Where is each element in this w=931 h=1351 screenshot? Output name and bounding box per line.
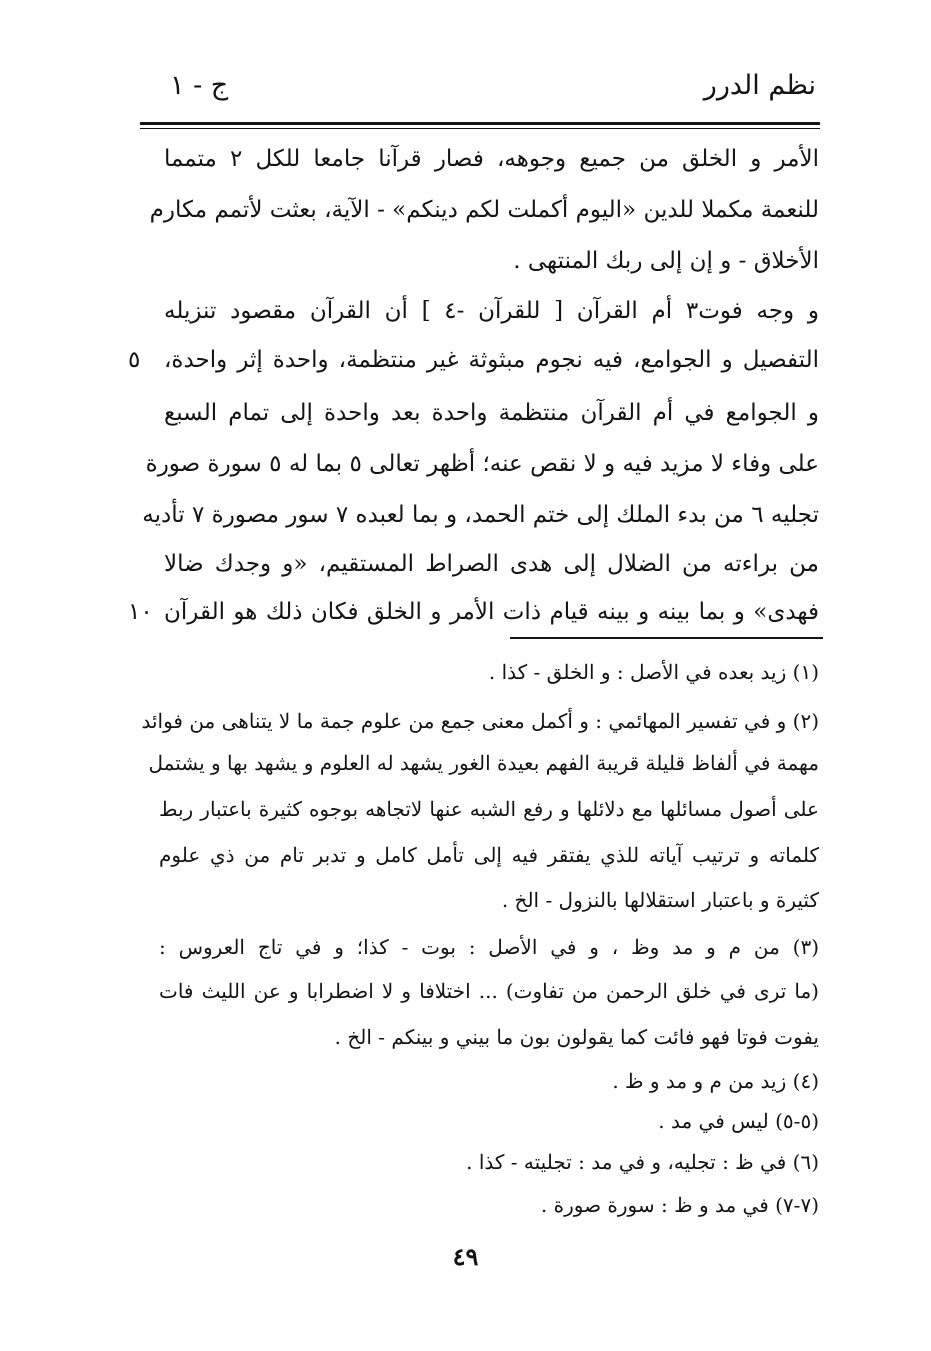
running-header-book-title: نظم الدرر <box>703 70 816 101</box>
footnote-6: (٦) في ظ : تجليه، و في مد : تجليته - كذا . <box>466 1150 819 1174</box>
page-number: ٤٩ <box>452 1242 479 1271</box>
footnote-2-line-5: كثيرة و باعتبار استقلالها بالنزول - الخ . <box>501 888 819 912</box>
footnote-separator <box>510 637 823 639</box>
main-text-line-7: على وفاء لا مزيد فيه و لا نقص عنه؛ أظهر تعالى ٥ بما له ٥ سورة صورة <box>145 451 819 477</box>
header-rule-thin <box>140 128 820 129</box>
header-rule-thick <box>140 122 820 125</box>
footnote-2-line-4: كلماته و ترتيب آياته للذي يفتقر فيه إلى تأمل كامل و تدبر تام من ذي علوم <box>159 843 819 867</box>
margin-line-number-10: ١٠ <box>128 599 153 625</box>
footnote-2-line-3: على أصول مسائلها مع دلائلها و رفع الشبه عنها لاتجاهه بوجوه كثيرة باعتبار ربط <box>159 797 819 821</box>
footnote-2-line-1: (٢) و في تفسير المهائمي : و أكمل معنى جمع من علوم جمة ما لا يتناهى من فوائد <box>141 709 819 733</box>
main-text-line-4: و وجه فوت٣ أم القرآن [ للقرآن -٤ ] أن القرآن مقصود تنزيله <box>164 298 819 324</box>
main-text-line-2: للنعمة مكملا للدين «اليوم أكملت لكم دينكم» - الآية، بعثت لأتمم مكارم <box>149 197 819 223</box>
footnote-4: (٤) زيد من م و مد و ظ . <box>612 1069 819 1093</box>
footnote-3-line-3: يفوت فوتا فهو فائت كما يقولون بون ما بيني و بينكم - الخ . <box>334 1025 819 1049</box>
main-text-line-5: التفصيل و الجوامع، فيه نجوم مبثوثة غير منتظمة، واحدة إثر واحدة، <box>164 347 819 373</box>
main-text-line-3: الأخلاق - و إن إلى ربك المنتهى . <box>513 248 819 274</box>
footnote-3-line-1: (٣) من م و مد وظ ، و في الأصل : بوت - كذا؛ و في تاج العروس : <box>159 935 819 959</box>
footnote-2-line-2: مهمة في ألفاظ قليلة قريبة الفهم بعيدة الغور يشهد له العلوم و يشهد بها و يشتمل <box>148 751 819 775</box>
footnote-3-line-2: (ما ترى في خلق الرحمن من تفاوت) ... اختلافا و لا اضطرابا و عن الليث فات <box>159 979 819 1003</box>
main-text-line-1: الأمر و الخلق من جميع وجوهه، فصار قرآنا جامعا للكل ٢ متمما <box>164 146 819 172</box>
footnote-5: (٥-٥) ليس في مد . <box>658 1109 819 1133</box>
main-text-line-8: تجليه ٦ من بدء الملك إلى ختم الحمد، و بما لعبده ٧ سور مصورة ٧ تأديه <box>142 502 819 528</box>
running-header-volume: ج - ١ <box>170 70 229 101</box>
main-text-line-6: و الجوامع في أم القرآن منتظمة واحدة بعد واحدة إلى تمام السبع <box>164 400 819 426</box>
main-text-line-9: من براءته من الضلال إلى هدى الصراط المستقيم، «و وجدك ضالا <box>164 551 819 577</box>
margin-line-number-5: ٥ <box>128 347 141 373</box>
main-text-line-10: فهدى» و بما بينه و بينه قيام ذات الأمر و الخلق فكان ذلك هو القرآن <box>164 599 819 625</box>
footnote-7: (٧-٧) في مد و ظ : سورة صورة . <box>540 1193 819 1217</box>
footnote-1: (١) زيد بعده في الأصل : و الخلق - كذا . <box>488 660 819 684</box>
